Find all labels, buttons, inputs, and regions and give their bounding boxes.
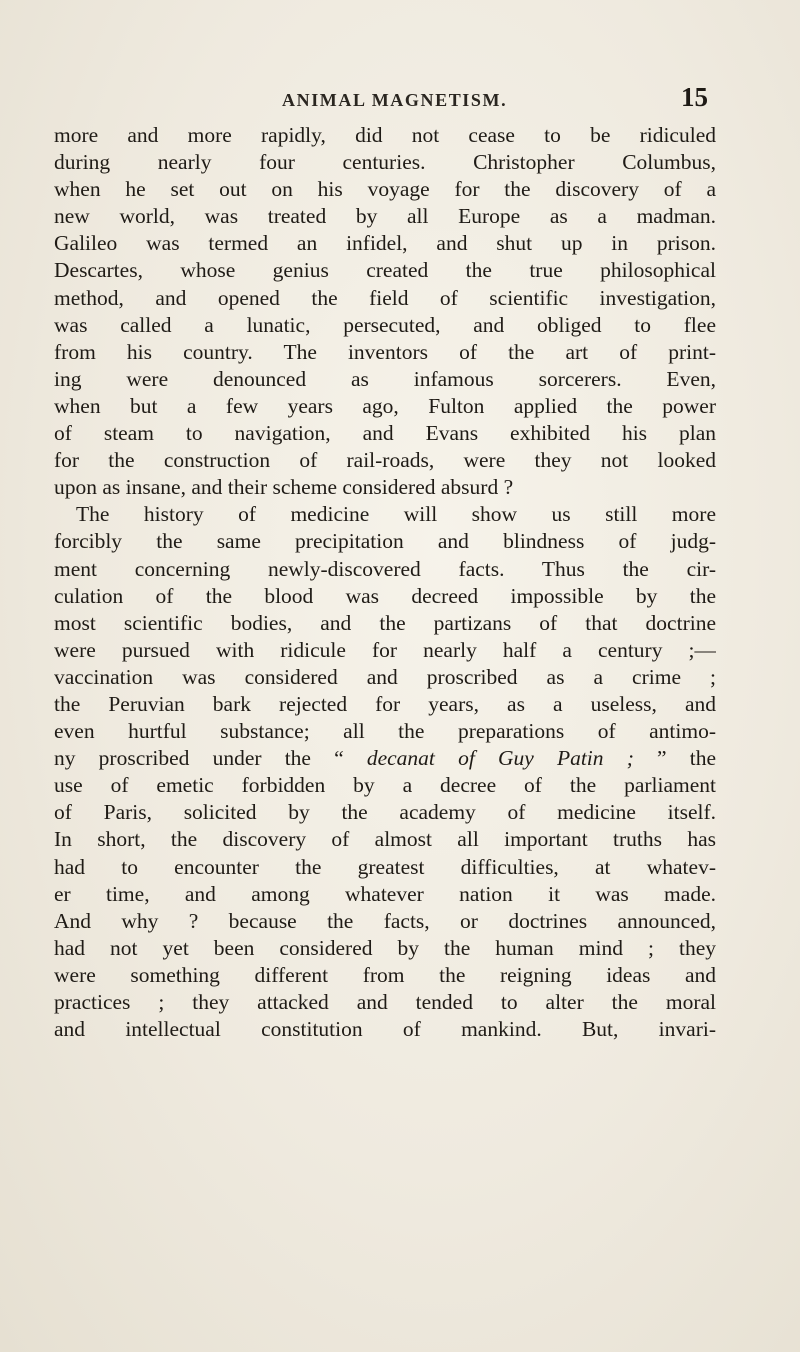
text-line: practices ; they attacked and tended to alter the moral (54, 990, 716, 1014)
text-line: had not yet been considered by the human mind ; they (54, 935, 716, 960)
text-line: Descartes, whose genius created the true philosophical (54, 258, 716, 283)
text-line: method, and opened the field of scientific investigation, (54, 285, 716, 310)
text-line: er time, and among whatever nation it was made. (54, 881, 716, 906)
text-line: forcibly the same precipitation and blindness of judg- (54, 529, 716, 554)
text-line: of steam to navigation, and Evans exhibited his plan (54, 421, 716, 446)
text-line: ment concerning newly-discovered facts. Thus the cir- (54, 556, 716, 581)
text-line-with-italic (54, 745, 716, 772)
text-line: even hurtful substance; all the preparations of antimo- (54, 719, 716, 744)
page-header (0, 78, 800, 114)
text-line: when but a few years ago, Fulton applied the power (54, 393, 716, 418)
text-line: use of emetic forbidden by a decree of the parliament (54, 773, 716, 798)
text-line: were something different from the reigning ideas and (54, 962, 716, 987)
text-line: culation of the blood was decreed impossible by the (54, 583, 716, 608)
italic-title: decanat of Guy Patin ; (366, 746, 634, 771)
text-line: and intellectual constitution of mankind. But, invari- (54, 1017, 716, 1042)
text-line: ing were denounced as infamous sorcerers. Even, (54, 366, 716, 391)
page-number: 15 (681, 82, 708, 112)
text-line: for the construction of rail-roads, were they not looked (54, 448, 716, 473)
text-line: during nearly four centuries. Christopher Columbus, (54, 150, 716, 175)
text-line: the Peruvian bark rejected for years, as a useless, and (54, 691, 716, 716)
text-line: had to encounter the greatest difficulties, at whatev- (54, 854, 716, 879)
text-line: was called a lunatic, persecuted, and obliged to flee (54, 312, 716, 337)
text-line: Galileo was termed an infidel, and shut up in prison. (54, 231, 716, 256)
text-segment: ny proscribed under the “ (54, 746, 367, 771)
text-line: new world, was treated by all Europe as a madman. (54, 204, 716, 229)
text-line: vaccination was considered and proscribed as a crime ; (54, 664, 716, 689)
running-head: ANIMAL MAGNETISM. (282, 90, 508, 110)
text-line: of Paris, solicited by the academy of medicine itself. (54, 800, 716, 825)
text-line: The history of medicine will show us still more (76, 502, 716, 527)
text-line: In short, the discovery of almost all important truths has (54, 827, 716, 852)
text-line: most scientific bodies, and the partizans of that doctrine (54, 610, 716, 635)
text-line: were pursued with ridicule for nearly half a century ;— (54, 637, 716, 662)
text-line: And why ? because the facts, or doctrines announced, (54, 908, 716, 933)
text-segment: ” the (633, 746, 716, 771)
text-line: upon as insane, and their scheme considered absurd ? (54, 475, 514, 500)
text-line: when he set out on his voyage for the discovery of a (54, 177, 716, 202)
text-line: from his country. The inventors of the art of print- (54, 339, 716, 364)
body-text (54, 122, 716, 1043)
text-line: more and more rapidly, did not cease to be ridiculed (54, 123, 716, 147)
